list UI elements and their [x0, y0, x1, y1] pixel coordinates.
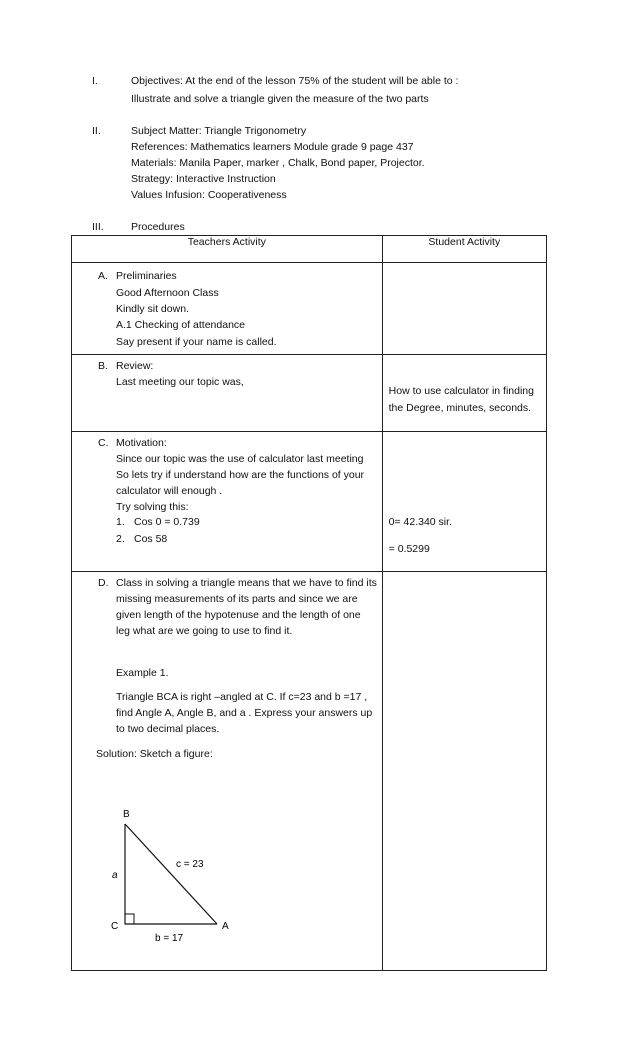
preliminaries-student-cell: [382, 263, 546, 355]
section-number-objectives: I.: [92, 75, 98, 87]
solving-line: given length of the hypotenuse and the length of one: [116, 609, 361, 621]
motivation-student-answer: = 0.5299: [388, 543, 430, 555]
preliminaries-line: Good Afternoon Class: [116, 287, 219, 299]
references-line: References: Mathematics learners Module grade 9 page 437: [131, 141, 414, 153]
motivation-item-text: Cos 0 = 0.739: [134, 516, 200, 528]
vertex-b-label: B: [123, 809, 130, 820]
student-activity-header: Student Activity: [382, 236, 546, 263]
values-line: Values Infusion: Cooperativeness: [131, 189, 287, 201]
motivation-student-answer: 0= 42.340 sir.: [388, 516, 452, 528]
solving-line: missing measurements of its parts and since we are: [116, 593, 358, 605]
motivation-line: So lets try if understand how are the functions of your: [116, 469, 365, 481]
review-letter: B.: [98, 360, 108, 372]
motivation-item-number: 2.: [116, 533, 125, 545]
motivation-student-cell: [382, 432, 546, 572]
preliminaries-line: A.1 Checking of attendance: [116, 319, 246, 331]
motivation-line: Try solving this:: [116, 501, 189, 513]
review-line: Last meeting our topic was,: [116, 376, 244, 388]
example-line: to two decimal places.: [116, 723, 220, 735]
preliminaries-line: Kindly sit down.: [116, 303, 189, 315]
example-title: Example 1.: [116, 667, 169, 679]
objectives-line-2: Illustrate and solve a triangle given the measure of the two parts: [131, 93, 429, 105]
motivation-item-text: Cos 58: [134, 533, 168, 545]
objectives-line-1: Objectives: At the end of the lesson 75% of the student will be able to :: [131, 75, 459, 87]
review-student-line: How to use calculator in finding: [388, 385, 534, 397]
preliminaries-teacher-cell: [72, 263, 383, 355]
preliminaries-title: Preliminaries: [116, 270, 177, 282]
procedures-title: Procedures: [131, 221, 185, 233]
section-number-procedures: III.: [92, 221, 104, 233]
motivation-letter: C.: [98, 437, 109, 449]
example-line: Triangle BCA is right –angled at C. If c=23 and b =17 ,: [116, 691, 368, 703]
vertex-a-label: A: [222, 921, 229, 932]
materials-line: Materials: Manila Paper, marker , Chalk, Bond paper, Projector.: [131, 157, 425, 169]
table-row: [72, 263, 547, 355]
side-c-label: c = 23: [176, 859, 204, 870]
motivation-title: Motivation:: [116, 437, 167, 449]
side-b-label: b = 17: [155, 933, 184, 944]
procedures-table: [71, 235, 547, 971]
review-student-cell: [382, 355, 546, 432]
teachers-activity-header: Teachers Activity: [72, 236, 383, 263]
subject-matter-line: Subject Matter: Triangle Trigonometry: [131, 125, 307, 137]
review-student-line: the Degree, minutes, seconds.: [388, 402, 532, 414]
motivation-item-number: 1.: [116, 516, 125, 528]
preliminaries-letter: A.: [98, 270, 108, 282]
review-title: Review:: [116, 360, 154, 372]
motivation-teacher-cell: [72, 432, 383, 572]
solving-letter: D.: [98, 577, 109, 589]
solving-teacher-cell: [72, 572, 383, 971]
motivation-line: calculator will enough .: [116, 485, 223, 497]
table-row: [72, 572, 547, 971]
preliminaries-line: Say present if your name is called.: [116, 336, 277, 348]
table-row: [72, 432, 547, 572]
review-teacher-cell: [72, 355, 383, 432]
solving-student-cell: [382, 572, 546, 971]
side-a-label: a: [112, 870, 118, 881]
example-line: find Angle A, Angle B, and a . Express your answers up: [116, 707, 373, 719]
table-row: [72, 355, 547, 432]
table-header-row: [72, 236, 547, 263]
solving-line: leg what are we going to use to find it.: [116, 625, 293, 637]
right-triangle-figure: [72, 572, 382, 970]
vertex-c-label: C: [111, 921, 119, 932]
section-number-subject: II.: [92, 125, 101, 137]
strategy-line: Strategy: Interactive Instruction: [131, 173, 276, 185]
motivation-line: Since our topic was the use of calculator last meeting: [116, 453, 364, 465]
solution-line: Solution: Sketch a figure:: [96, 748, 213, 760]
solving-line: Class in solving a triangle means that we have to find its: [116, 577, 377, 589]
